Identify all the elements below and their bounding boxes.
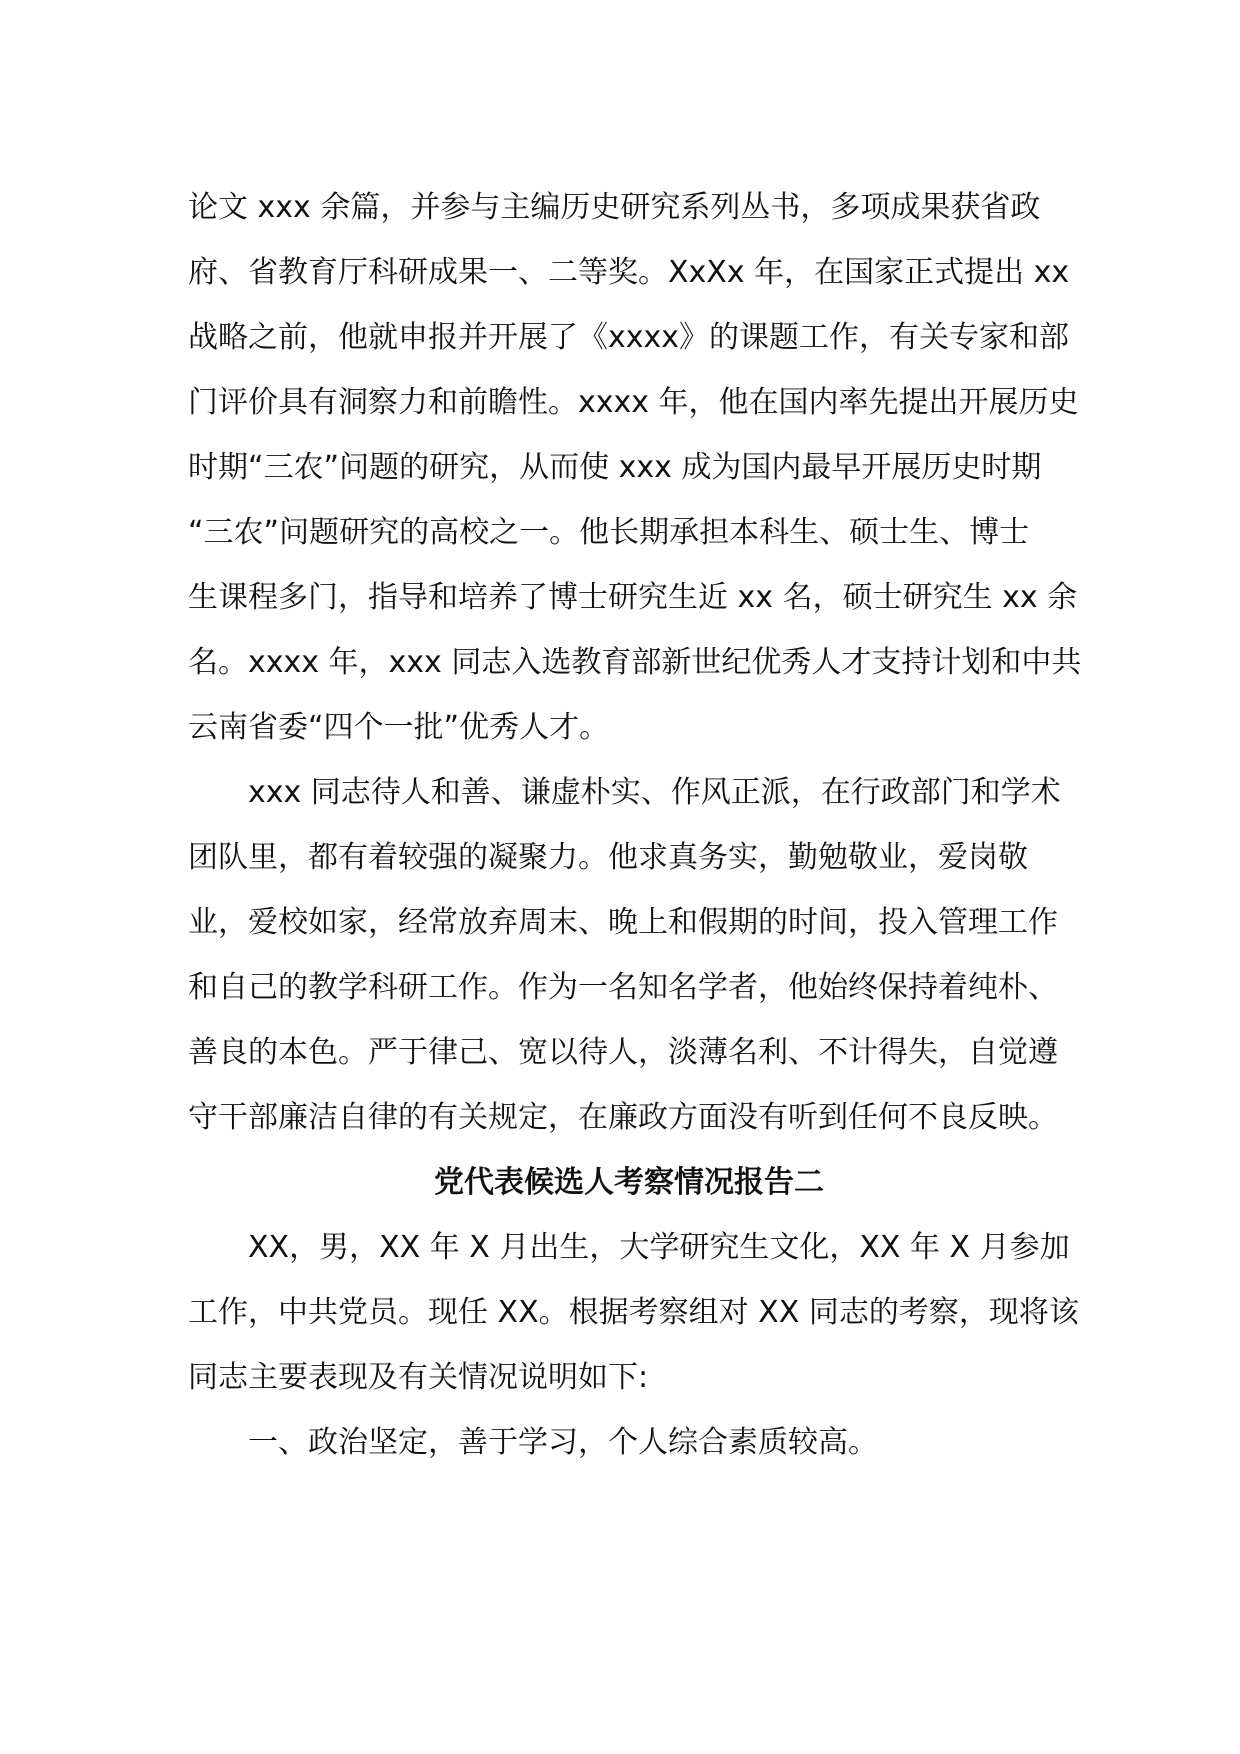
text-line: 战略之前，他就申报并开展了《xxxx》的课题工作，有关专家和部 (188, 320, 1070, 355)
text-line: 生课程多门，指导和培养了博士研究生近 xx 名，硕士研究生 xx 余 (188, 580, 1078, 615)
document-body (188, 175, 1082, 1475)
text-line: 工作，中共党员。现任 XX。根据考察组对 XX 同志的考察，现将该 (188, 1295, 1079, 1330)
text-line: 善良的本色。严于律己、宽以待人，淡薄名利、不计得失，自觉遵 (188, 1035, 1058, 1070)
text-line: 守干部廉洁自律的有关规定，在廉政方面没有听到任何不良反映。 (188, 1100, 1058, 1135)
text-line: XX，男，XX 年 X 月出生，大学研究生文化，XX 年 X 月参加 (188, 1230, 1070, 1265)
text-line: 时期“三农”问题的研究，从而使 xxx 成为国内最早开展历史时期 (188, 450, 1042, 485)
text-line: 云南省委“四个一批”优秀人才。 (188, 710, 610, 745)
text-line: 和自己的教学科研工作。作为一名知名学者，他始终保持着纯朴、 (188, 970, 1058, 1005)
section-title: 党代表候选人考察情况报告二 (434, 1165, 824, 1200)
text-line: 一、政治坚定，善于学习，个人综合素质较高。 (188, 1425, 878, 1460)
text-line: 业，爱校如家，经常放弃周末、晚上和假期的时间，投入管理工作 (188, 905, 1058, 940)
text-line: 同志主要表现及有关情况说明如下: (188, 1360, 649, 1395)
text-line: 门评价具有洞察力和前瞻性。xxxx 年，他在国内率先提出开展历史 (188, 385, 1079, 420)
text-line: 府、省教育厅科研成果一、二等奖。XxXx 年，在国家正式提出 xx (188, 255, 1070, 290)
text-line: 团队里，都有着较强的凝聚力。他求真务实，勤勉敬业，爱岗敬 (188, 840, 1028, 875)
text-line: xxx 同志待人和善、谦虚朴实、作风正派，在行政部门和学术 (188, 775, 1061, 810)
text-line: 论文 xxx 余篇，并参与主编历史研究系列丛书，多项成果获省政 (188, 190, 1041, 225)
text-line: “三农”问题研究的高校之一。他长期承担本科生、硕士生、博士 (188, 515, 1030, 550)
text-line: 名。xxxx 年，xxx 同志入选教育部新世纪优秀人才支持计划和中共 (188, 645, 1082, 680)
